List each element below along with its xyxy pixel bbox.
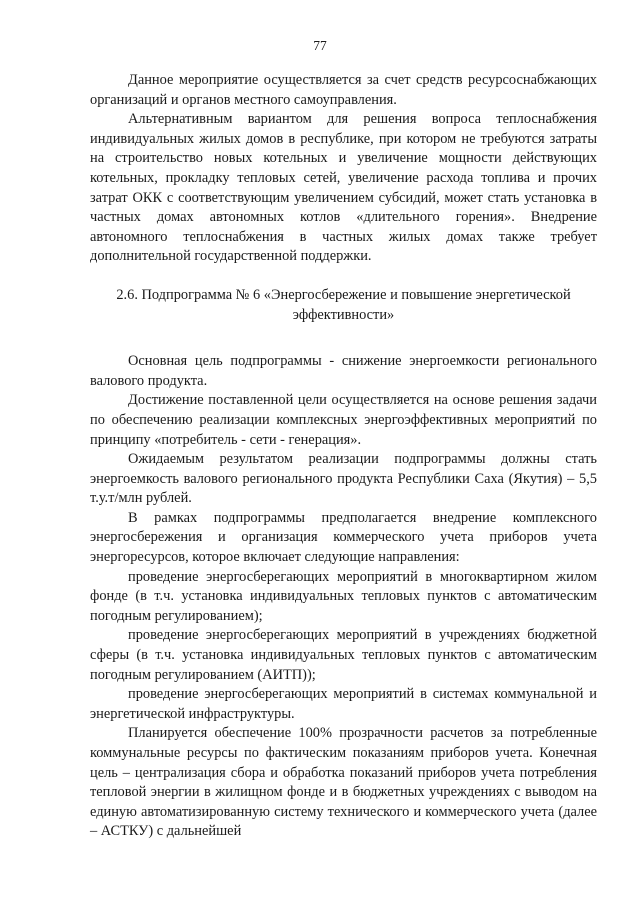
paragraph-autonomous-heating: Альтернативным вариантом для решения вопроса теплоснабжения индивидуальных жилых домов в республике, при котором не требуются затраты на строительство новых котельных и увеличение мощности действующих котельных, прокладку тепловых сетей, увеличение расхода топлива и прочих затрат ОКК с соответствующим увеличением субсидий, может стать установка в частных домах автономных котлов «длительного горения». Внедрение автономного теплоснабжения в частных жилых домах также требует дополнительной государственной поддержки. [90,111,597,265]
section-heading [90,286,597,325]
list-item-housing: проведение энергосберегающих мероприятий в многоквартирном жилом фонде (в т.ч. установка индивидуальных тепловых пунктов с автоматическим погодным регулированием); [90,568,597,624]
section-heading-line-1: 2.6. Подпрограмма № 6 «Энергосбережение и повышение энергетической [116,286,571,303]
list-item-budget-institutions: проведение энергосберегающих мероприятий в учреждениях бюджетной сферы (в т.ч. установка индивидуальных тепловых пунктов с автоматическим погодным регулированием (АИТП)); [90,627,597,683]
page-number: 77 [313,38,327,53]
paragraph-directions-intro: В рамках подпрограммы предполагается внедрение комплексного энергосбережения и организация коммерческого учета приборов учета энергоресурсов, которое включает следующие направления: [90,509,597,566]
section-heading-line-2: эффективности» [292,306,395,323]
paragraph-main-goal: Основная цель подпрограммы - снижение энергоемкости регионального валового продукта. [90,353,597,389]
paragraph-metering-plan: Планируется обеспечение 100% прозрачности расчетов за потребленные коммунальные ресурсы по фактическим показаниям приборов учета. Конечная цель – централизация сбора и обработка показаний приборов учета потребления тепловой энергии в жилищном фонде и в бюджетных учреждениях с выводом на единую автоматизированную систему технического и коммерческого учета (далее – АСТКУ) с дальнейшей [90,725,597,840]
paragraph-funding-source: Данное мероприятие осуществляется за счет средств ресурсоснабжающих организаций и органов местного самоуправления. [90,72,597,108]
paragraph-goal-achievement: Достижение поставленной цели осуществляется на основе решения задачи по обеспечению реализации комплексных энергоэффективных мероприятий по принципу «потребитель - сети - генерация». [90,392,597,448]
list-item-infrastructure: проведение энергосберегающих мероприятий в системах коммунальной и энергетической инфраструктуры. [90,686,597,722]
paragraph-expected-result: Ожидаемым результатом реализации подпрограммы должны стать энергоемкость валового регионального продукта Республики Саха (Якутия) – 5,5 т.у.т/млн рублей. [90,451,597,507]
page-body [90,71,597,842]
